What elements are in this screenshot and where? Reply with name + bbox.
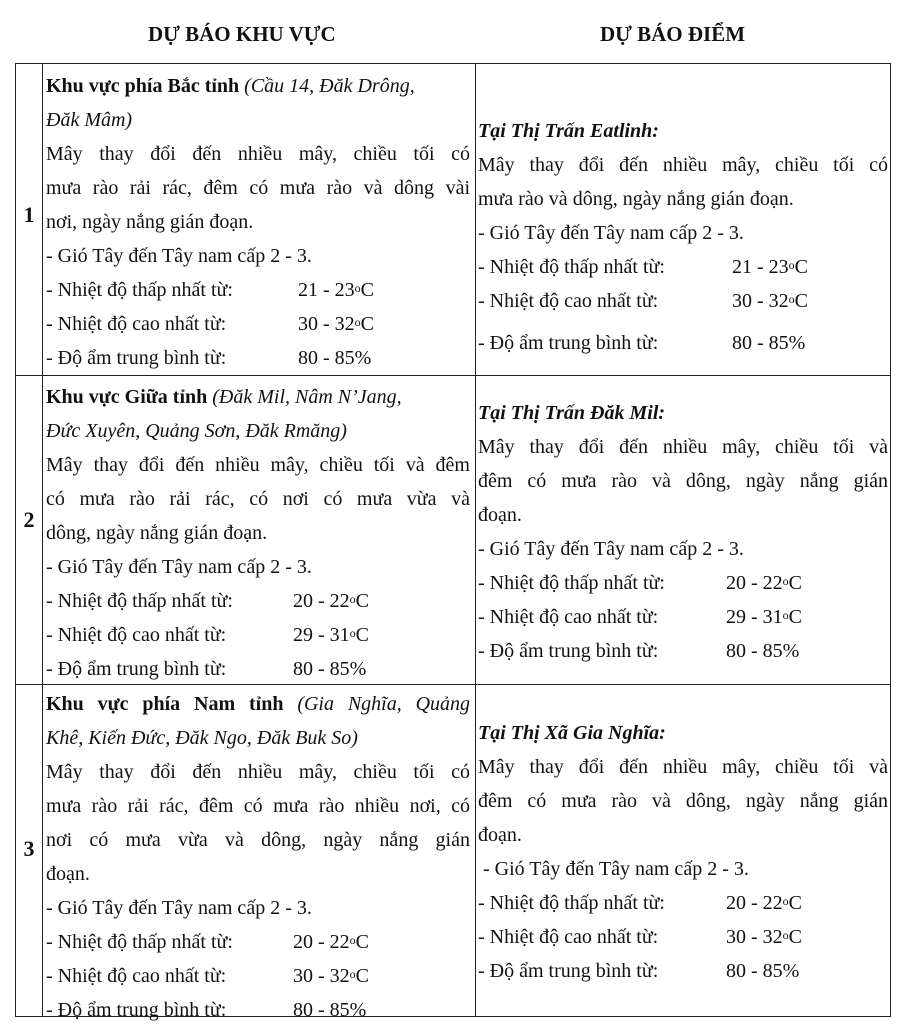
unit: C <box>788 892 803 914</box>
humidity-label: - Độ ẩm trung bình từ: <box>478 960 659 982</box>
area-description-line: đoạn. <box>46 863 90 885</box>
area-places: (Gia Nghĩa, Quảng <box>297 693 471 715</box>
max-temp-value: 29 - 31 <box>293 624 350 646</box>
area-description-line: Mây thay đổi đến nhiều mây, chiều tối có <box>46 761 470 783</box>
row-divider <box>15 375 891 376</box>
max-temp-label: - Nhiệt độ cao nhất từ: <box>46 313 227 335</box>
area-description-line: mưa rào rải rác, đêm có mưa rào và dông vài <box>46 177 470 199</box>
min-temp-value: 20 - 22 <box>726 892 783 914</box>
unit: C <box>794 290 809 312</box>
max-temp-line <box>46 618 470 652</box>
unit: C <box>355 965 370 987</box>
humidity-value: 80 - 85% <box>293 999 367 1021</box>
humidity-value: 80 - 85% <box>298 347 372 369</box>
humidity-line <box>46 652 470 686</box>
area-title: Khu vực Giữa tỉnh <box>46 386 208 408</box>
degree-sign: o <box>349 626 356 640</box>
area-places: (Đăk Mil, Nâm N’Jang, <box>212 386 402 408</box>
min-temp-value: 20 - 22 <box>293 931 350 953</box>
humidity-line <box>478 634 888 668</box>
min-temp-line <box>478 566 888 600</box>
area-places: Đức Xuyên, Quảng Sơn, Đăk Rmăng) <box>46 420 347 442</box>
point-forecast-cell <box>478 716 888 988</box>
unit: C <box>788 606 803 628</box>
humidity-label: - Độ ẩm trung bình từ: <box>46 658 227 680</box>
point-title: Tại Thị Xã Gia Nghĩa: <box>478 722 666 744</box>
unit: C <box>360 279 375 301</box>
humidity-line <box>46 341 470 375</box>
min-temp-line <box>46 584 470 618</box>
humidity-value: 80 - 85% <box>726 960 800 982</box>
degree-sign: o <box>782 894 789 908</box>
area-description-line: dông, ngày nắng gián đoạn. <box>46 522 268 544</box>
min-temp-line <box>478 250 888 284</box>
point-forecast-cell <box>478 396 888 668</box>
area-description-line: mưa rào rải rác, đêm có mưa rào nhiều nơi, có <box>46 795 470 817</box>
degree-sign: o <box>782 608 789 622</box>
point-description-line: mưa rào và dông, ngày nắng gián đoạn. <box>478 188 794 210</box>
area-places: (Cầu 14, Đăk Drông, <box>244 75 415 97</box>
min-temp-value: 21 - 23 <box>298 279 355 301</box>
unit: C <box>355 624 370 646</box>
min-temp-line <box>46 925 470 959</box>
min-temp-label: - Nhiệt độ thấp nhất từ: <box>478 256 665 278</box>
point-description-line: Mây thay đổi đến nhiều mây, chiều tối và <box>478 436 888 458</box>
humidity-line <box>478 954 888 988</box>
unit: C <box>355 931 370 953</box>
degree-sign: o <box>349 592 356 606</box>
min-temp-label: - Nhiệt độ thấp nhất từ: <box>478 572 665 594</box>
max-temp-label: - Nhiệt độ cao nhất từ: <box>478 606 659 628</box>
min-temp-line <box>478 886 888 920</box>
max-temp-value: 30 - 32 <box>726 926 783 948</box>
point-title: Tại Thị Trấn Eatlinh: <box>478 120 659 142</box>
unit: C <box>788 926 803 948</box>
min-temp-label: - Nhiệt độ thấp nhất từ: <box>46 931 233 953</box>
wind-line: - Gió Tây đến Tây nam cấp 2 - 3. <box>478 538 744 560</box>
max-temp-label: - Nhiệt độ cao nhất từ: <box>46 624 227 646</box>
degree-sign: o <box>782 928 789 942</box>
point-description-line: đêm có mưa rào và dông, ngày nắng gián <box>478 470 888 492</box>
min-temp-value: 21 - 23 <box>732 256 789 278</box>
point-title: Tại Thị Trấn Đăk Mil: <box>478 402 666 424</box>
wind-line: - Gió Tây đến Tây nam cấp 2 - 3. <box>46 245 312 267</box>
unit: C <box>788 572 803 594</box>
unit: C <box>355 590 370 612</box>
wind-line: - Gió Tây đến Tây nam cấp 2 - 3. <box>478 858 749 880</box>
point-description-line: đêm có mưa rào và dông, ngày nắng gián <box>478 790 888 812</box>
min-temp-value: 20 - 22 <box>293 590 350 612</box>
degree-sign: o <box>349 933 356 947</box>
max-temp-line <box>478 284 888 318</box>
humidity-value: 80 - 85% <box>732 332 806 354</box>
area-description-line: có mưa rào rải rác, có nơi có mưa vừa và <box>46 488 470 510</box>
unit: C <box>360 313 375 335</box>
humidity-line <box>478 326 888 360</box>
wind-line: - Gió Tây đến Tây nam cấp 2 - 3. <box>46 897 312 919</box>
min-temp-label: - Nhiệt độ thấp nhất từ: <box>478 892 665 914</box>
humidity-label: - Độ ẩm trung bình từ: <box>46 999 227 1021</box>
degree-sign: o <box>782 574 789 588</box>
wind-line: - Gió Tây đến Tây nam cấp 2 - 3. <box>478 222 744 244</box>
number-column-divider <box>42 63 43 1017</box>
max-temp-line <box>46 307 470 341</box>
max-temp-value: 30 - 32 <box>732 290 789 312</box>
max-temp-value: 30 - 32 <box>298 313 355 335</box>
area-description-line: nơi, ngày nắng gián đoạn. <box>46 211 254 233</box>
point-forecast-cell <box>478 114 888 360</box>
point-description-line: đoạn. <box>478 504 522 526</box>
area-forecast-cell <box>46 69 470 375</box>
min-temp-label: - Nhiệt độ thấp nhất từ: <box>46 279 233 301</box>
area-forecast-header: DỰ BÁO KHU VỰC <box>148 22 336 46</box>
min-temp-label: - Nhiệt độ thấp nhất từ: <box>46 590 233 612</box>
humidity-label: - Độ ẩm trung bình từ: <box>478 332 659 354</box>
humidity-label: - Độ ẩm trung bình từ: <box>46 347 227 369</box>
wind-line: - Gió Tây đến Tây nam cấp 2 - 3. <box>46 556 312 578</box>
row-number: 2 <box>23 507 35 532</box>
column-divider <box>475 63 476 1017</box>
humidity-line <box>46 993 470 1027</box>
min-temp-line <box>46 273 470 307</box>
area-forecast-cell <box>46 380 470 686</box>
point-description-line: đoạn. <box>478 824 522 846</box>
max-temp-label: - Nhiệt độ cao nhất từ: <box>478 290 659 312</box>
point-description-line: Mây thay đổi đến nhiều mây, chiều tối có <box>478 154 888 176</box>
degree-sign: o <box>349 967 356 981</box>
min-temp-value: 20 - 22 <box>726 572 783 594</box>
degree-sign: o <box>354 315 361 329</box>
max-temp-line <box>478 600 888 634</box>
unit: C <box>794 256 809 278</box>
max-temp-value: 30 - 32 <box>293 965 350 987</box>
max-temp-line <box>46 959 470 993</box>
area-description-line: Mây thay đổi đến nhiều mây, chiều tối và đêm <box>46 454 470 476</box>
area-places: Khê, Kiến Đức, Đăk Ngo, Đăk Buk So) <box>46 727 358 749</box>
humidity-value: 80 - 85% <box>726 640 800 662</box>
degree-sign: o <box>788 258 795 272</box>
max-temp-label: - Nhiệt độ cao nhất từ: <box>46 965 227 987</box>
max-temp-label: - Nhiệt độ cao nhất từ: <box>478 926 659 948</box>
area-title: Khu vực phía Nam tỉnh <box>46 693 284 715</box>
row-number: 1 <box>23 202 35 227</box>
max-temp-value: 29 - 31 <box>726 606 783 628</box>
row-number: 3 <box>23 836 35 861</box>
humidity-value: 80 - 85% <box>293 658 367 680</box>
point-description-line: Mây thay đổi đến nhiều mây, chiều tối và <box>478 756 888 778</box>
area-description-line: Mây thay đổi đến nhiều mây, chiều tối có <box>46 143 470 165</box>
humidity-label: - Độ ẩm trung bình từ: <box>478 640 659 662</box>
max-temp-line <box>478 920 888 954</box>
area-description-line: nơi có mưa vừa và dông, ngày nắng gián <box>46 829 470 851</box>
area-places: Đăk Mâm) <box>46 109 133 131</box>
point-forecast-header: DỰ BÁO ĐIỂM <box>600 22 746 46</box>
area-title: Khu vực phía Bắc tỉnh <box>46 75 240 97</box>
degree-sign: o <box>354 281 361 295</box>
degree-sign: o <box>788 292 795 306</box>
area-forecast-cell <box>46 687 470 1027</box>
